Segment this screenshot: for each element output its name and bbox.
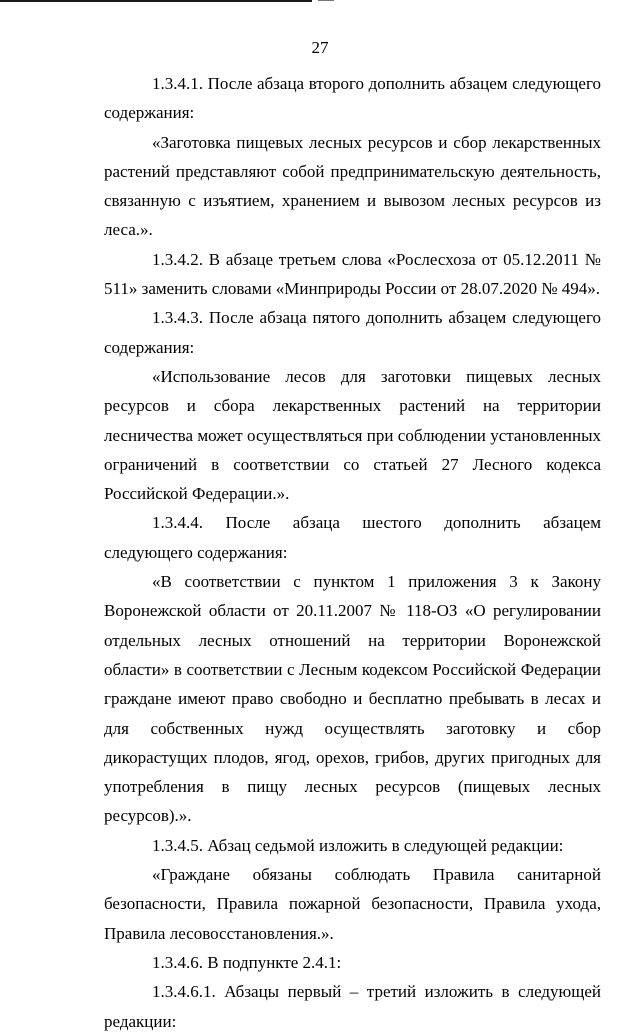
paragraph-quote-zagotovka: «Заготовка пищевых лесных ресурсов и сбор лекарственных растений представляют собой предпринимательскую деятельность, связанную с изъятием, хранением и вывозом лесных ресурсов из леса.». (104, 132, 601, 240)
paragraph-1-3-4-1: 1.3.4.1. После абзаца второго дополнить абзацем следующего содержания: (104, 74, 601, 123)
paragraph-1-3-4-4: 1.3.4.4. После абзаца шестого дополнить абзацем следующего содержания: (104, 513, 601, 562)
top-border-fragment (318, 0, 334, 1)
paragraph-1-3-4-6-1: 1.3.4.6.1. Абзацы первый – третий изложить в следующей редакции: (104, 982, 601, 1031)
paragraph-1-3-4-3: 1.3.4.3. После абзаца пятого дополнить абзацем следующего содержания: (104, 308, 601, 357)
document-body (104, 69, 601, 1036)
page-number: 27 (311, 38, 329, 57)
paragraph-1-3-4-6: 1.3.4.6. В подпункте 2.4.1: (152, 952, 342, 972)
paragraph-1-3-4-2: 1.3.4.2. В абзаце третьем слова «Рослесхоза от 05.12.2011 № 511» заменить словами «Минприроды России от 28.07.2020 № 494». (104, 249, 601, 299)
paragraph-quote-ispolzovanie: «Использование лесов для заготовки пищевых лесных ресурсов и сбора лекарственных растений на территории лесничества может осуществляться при соблюдении установленных ограничений в соответствии со статьей 27 Лесного кодекса Российской Федерации.». (104, 366, 601, 504)
paragraph-1-3-4-5: 1.3.4.5. Абзац седьмой изложить в следующей редакции: (152, 835, 564, 855)
paragraph-quote-grazhdane: «Граждане обязаны соблюдать Правила санитарной безопасности, Правила пожарной безопасности, Правила ухода, Правила лесовосстановления.». (104, 865, 601, 943)
top-border-line (0, 0, 312, 2)
paragraph-quote-voronezh-law: «В соответствии с пунктом 1 приложения 3 к Закону Воронежской области от 20.11.2007 № 118-ОЗ «О регулировании отдельных лесных отношений на территории Воронежской области» в соответствии с Лесным кодексом Российской Федерации граждане имеют право свободно и бесплатно пребывать в лесах и для собственных нужд осуществлять заготовку и сбор дикорастущих плодов, ягод, орехов, грибов, других пригодных для употребления в пищу лесных ресурсов (пищевых лесных ресурсов).». (104, 572, 601, 826)
